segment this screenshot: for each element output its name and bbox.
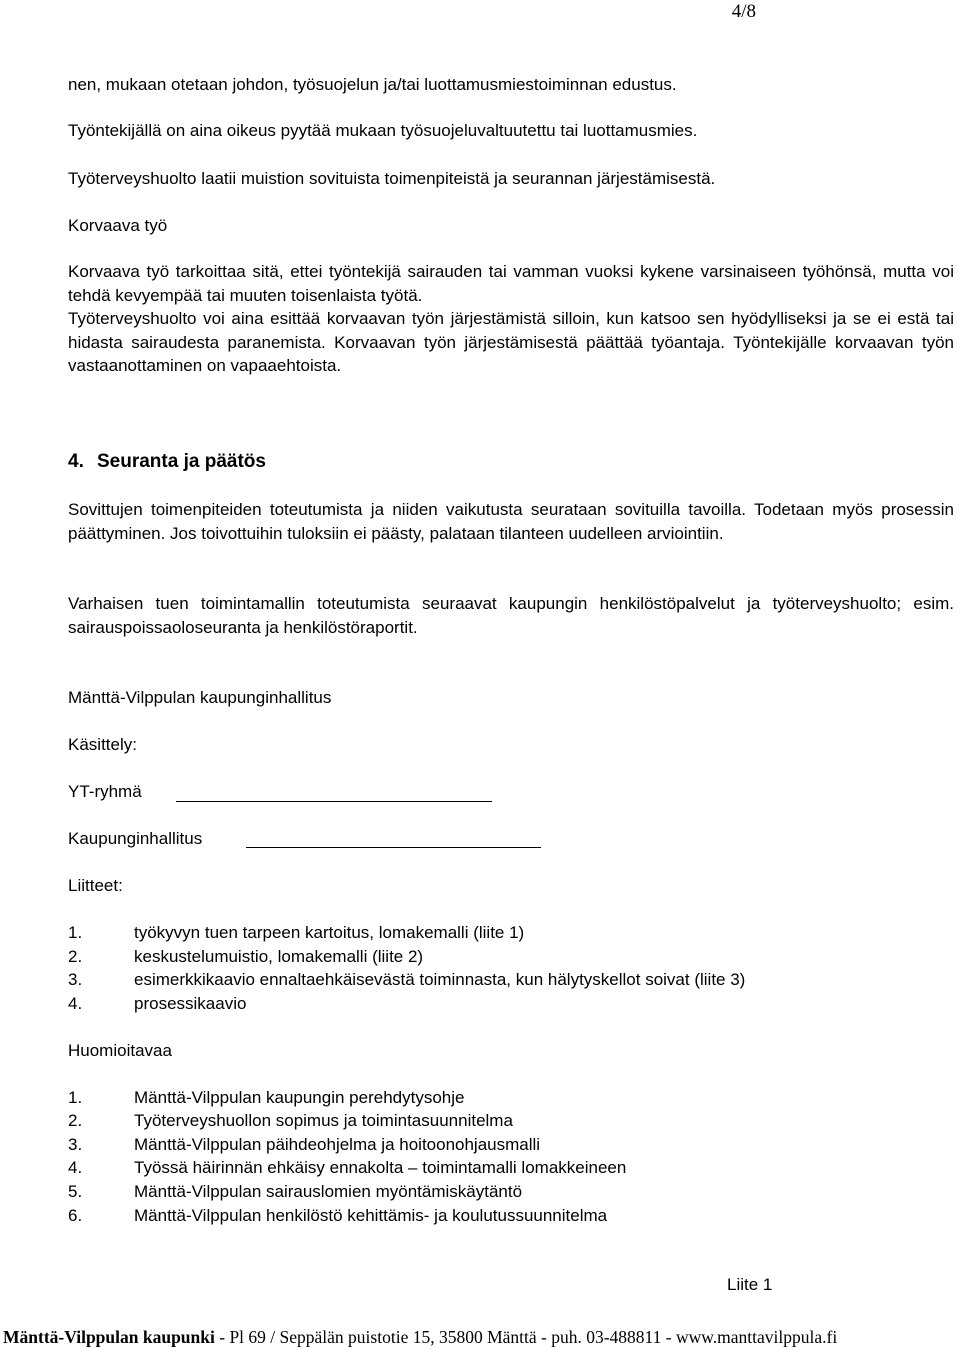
intro-line-2: Työntekijällä on aina oikeus pyytää mukaan työsuojeluvaltuutettu tai luottamusmies.	[68, 121, 698, 140]
note-number: 1.	[68, 1088, 83, 1107]
attachment-item: prosessikaavio	[134, 994, 247, 1013]
note-item: Mänttä-Vilppulan henkilöstö kehittämis- ja koulutussuunnitelma	[134, 1206, 608, 1225]
note-item: Työterveyshuollon sopimus ja toimintasuunnitelma	[134, 1111, 513, 1130]
note-number: 4.	[68, 1158, 83, 1177]
kaupunginhallitus-label: Kaupunginhallitus	[68, 829, 203, 848]
attachment-item: keskustelumuistio, lomakemalli (liite 2)	[134, 947, 424, 966]
footer	[3, 1329, 837, 1347]
footer-contact-details: - Pl 69 / Seppälän puistotie 15, 35800 Mänttä - puh. 03-488811 - www.manttavilppula.fi	[219, 1327, 838, 1347]
yt-ryhma-signature-line	[176, 801, 492, 802]
korvaava-paragraph-2: Työterveyshuolto voi aina esittää korvaavan työn järjestämistä silloin, kun katsoo sen hyödylliseksi ja se ei estä tai hidasta sairaudesta paranemista. Korvaavan työn järjestämisestä päättää työantaja. Työntekijälle korvaavan työn vastaanottaminen on vapaaehtoista.	[68, 309, 954, 376]
note-number: 5.	[68, 1182, 83, 1201]
note-number: 2.	[68, 1111, 83, 1130]
note-item: Mänttä-Vilppulan päihdeohjelma ja hoitoonohjausmalli	[134, 1135, 541, 1154]
attachment-number: 4.	[68, 994, 83, 1013]
note-item: Työssä häirinnän ehkäisy ennakolta – toimintamalli lomakkeineen	[134, 1158, 627, 1177]
korvaava-heading: Korvaava työ	[68, 216, 168, 235]
seuranta-paragraph-1: Sovittujen toimenpiteiden toteutumista ja niiden vaikutusta seurataan sovituilla tavoilla. Todetaan myös prosessin päättyminen. Jos toivottuihin tuloksiin ei päästy, palataan tilanteen uudelleen arviointiin.	[68, 500, 954, 543]
kasittely-label: Käsittely:	[68, 735, 137, 754]
note-number: 3.	[68, 1135, 83, 1154]
note-item: Mänttä-Vilppulan sairauslomien myöntämiskäytäntö	[134, 1182, 523, 1201]
attachment-number: 3.	[68, 970, 83, 989]
section-4-title: Seuranta ja päätös	[97, 451, 266, 472]
korvaava-paragraph-1: Korvaava työ tarkoittaa sitä, ettei työntekijä sairauden tai vamman vuoksi kykene varsinaiseen työhönsä, mutta voi tehdä kevyempää tai muuten toisenlaista työtä.	[68, 262, 954, 305]
note-item: Mänttä-Vilppulan kaupungin perehdytysohje	[134, 1088, 465, 1107]
attachment-number: 1.	[68, 923, 83, 942]
seuranta-paragraph-2: Varhaisen tuen toimintamallin toteutumista seuraavat kaupungin henkilöstöpalvelut ja työterveyshuolto; esim. sairauspoissaoloseuranta ja henkilöstöraportit.	[68, 594, 954, 637]
attachment-item: esimerkkikaavio ennaltaehkäisevästä toiminnasta, kun hälytyskellot soivat (liite 3)	[134, 970, 746, 989]
page-number: 4/8	[731, 1, 756, 22]
section-4-number: 4.	[68, 451, 84, 472]
intro-line-3: Työterveyshuolto laatii muistion sovituista toimenpiteistä ja seurannan järjestämisestä.	[68, 169, 716, 188]
yt-ryhma-label: YT-ryhmä	[68, 782, 142, 801]
note-number: 6.	[68, 1206, 83, 1225]
authority-name: Mänttä-Vilppulan kaupunginhallitus	[68, 688, 332, 707]
attachment-number: 2.	[68, 947, 83, 966]
huomioitavaa-label: Huomioitavaa	[68, 1041, 172, 1060]
kaupunginhallitus-signature-line	[246, 847, 541, 848]
intro-line-1: nen, mukaan otetaan johdon, työsuojelun ja/tai luottamusmiestoiminnan edustus.	[68, 75, 677, 94]
attachment-item: työkyvyn tuen tarpeen kartoitus, lomakemalli (liite 1)	[134, 923, 525, 942]
liite-label: Liite 1	[727, 1275, 773, 1294]
footer-organization: Mänttä-Vilppulan kaupunki	[3, 1327, 215, 1347]
liitteet-label: Liitteet:	[68, 876, 123, 895]
